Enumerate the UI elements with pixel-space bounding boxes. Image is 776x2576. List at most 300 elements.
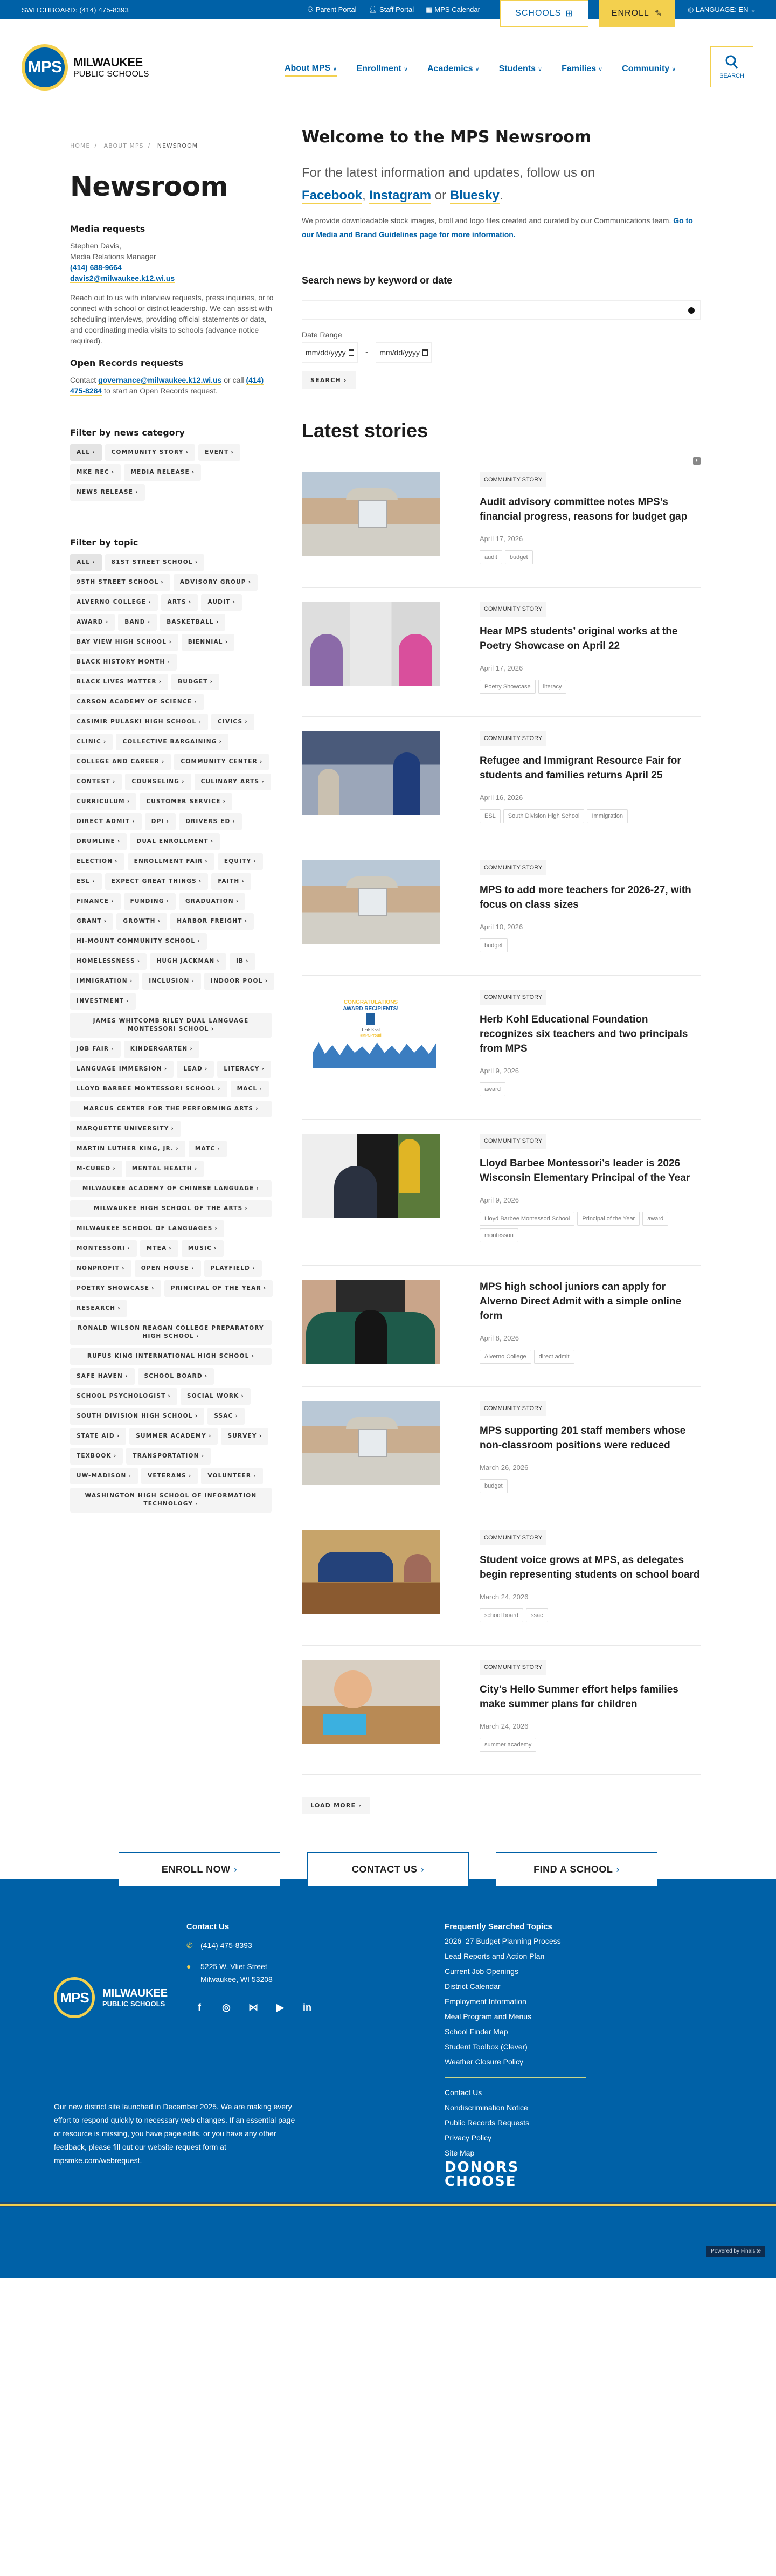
story-card	[302, 457, 701, 588]
chevron-right-icon: ›	[188, 599, 192, 605]
filter-chip[interactable]: AWARD ›	[70, 614, 115, 631]
donors-choose-logo[interactable]: DONORS CHOOSE	[445, 2159, 519, 2190]
calendar-icon[interactable]	[349, 349, 354, 356]
filter-chip[interactable]: SCHOOL BOARD ›	[138, 1368, 214, 1385]
filter-chip[interactable]: MARCUS CENTER FOR THE PERFORMING ARTS ›	[70, 1101, 272, 1117]
story-title-link[interactable]: Hear MPS students’ original works at the Poetry Showcase on April 22	[480, 626, 678, 652]
category-filter-heading: Filter by news category	[70, 427, 185, 438]
chevron-right-icon: ›	[198, 878, 202, 885]
story-card	[302, 1646, 701, 1775]
filter-chip[interactable]: BASKETBALL ›	[160, 614, 225, 631]
filter-chip[interactable]: MONTESSORI ›	[70, 1240, 137, 1257]
enroll-now-button[interactable]: ENROLL NOW ›	[119, 1852, 280, 1888]
story-tag[interactable]: summer academy	[480, 1738, 536, 1752]
chevron-right-icon: ›	[259, 758, 263, 765]
filter-chip[interactable]: RUFUS KING INTERNATIONAL HIGH SCHOOL ›	[70, 1348, 272, 1365]
webrequest-link[interactable]: mpsmke.com/webrequest	[54, 2156, 140, 2165]
filter-chip[interactable]: LLOYD BARBEE MONTESSORI SCHOOL ›	[70, 1081, 227, 1097]
filter-chip[interactable]: MACL ›	[231, 1081, 269, 1097]
filter-chip[interactable]: KINDERGARTEN ›	[124, 1041, 199, 1058]
keyword-search-input[interactable]	[302, 300, 701, 320]
story-date: April 17, 2026	[480, 664, 523, 672]
story-tags	[480, 938, 701, 952]
staff-portal-link[interactable]: 👤︎ Staff Portal	[368, 5, 414, 13]
chevron-right-icon: ›	[261, 1066, 265, 1072]
filter-chip[interactable]: ALVERNO COLLEGE ›	[70, 594, 158, 611]
chevron-right-icon: ›	[261, 778, 265, 785]
chevron-down-icon: ∨	[598, 66, 603, 73]
chevron-right-icon: ›	[92, 449, 95, 455]
story-thumbnail[interactable]	[302, 731, 440, 815]
mps-calendar-link[interactable]: ▦ MPS Calendar	[426, 5, 480, 13]
filter-chip[interactable]: LEAD ›	[177, 1061, 214, 1078]
media-phone-link[interactable]: (414) 688-9664	[70, 263, 122, 272]
filter-chip[interactable]: SSAC ›	[207, 1408, 245, 1425]
chevron-right-icon: ›	[253, 1473, 257, 1479]
filter-chip[interactable]: MATC ›	[189, 1141, 227, 1157]
filter-chip[interactable]: BAY VIEW HIGH SCHOOL ›	[70, 634, 178, 651]
chevron-right-icon: ›	[253, 858, 257, 865]
filter-chip[interactable]: SOCIAL WORK ›	[181, 1388, 251, 1405]
linkedin-icon[interactable]: in	[303, 2002, 311, 2013]
chevron-right-icon: ›	[105, 619, 109, 625]
story-tag[interactable]: literacy	[538, 680, 567, 694]
instagram-icon[interactable]: ◎	[222, 2002, 231, 2013]
story-tag[interactable]: direct admit	[534, 1350, 574, 1364]
chevron-right-icon: ›	[151, 1285, 155, 1292]
filter-chip[interactable]: MUSIC ›	[182, 1240, 224, 1257]
filter-chip[interactable]: INVESTMENT ›	[70, 993, 136, 1010]
media-email-link[interactable]: davis2@milwaukee.k12.wi.us	[70, 274, 175, 282]
nav-community[interactable]: Community ∨	[622, 64, 676, 73]
category-badge: COMMUNITY STORY	[480, 1134, 546, 1149]
topic-filter-heading: Filter by topic	[70, 537, 138, 548]
schools-button[interactable]: SCHOOLS ⊞	[500, 0, 588, 27]
story-date: March 24, 2026	[480, 1593, 529, 1601]
chevron-right-icon: ›	[195, 1501, 198, 1507]
rss-feed-icon[interactable]: ◗	[693, 457, 701, 465]
filter-chip[interactable]: WASHINGTON HIGH SCHOOL OF INFORMATION TECHNOLOGY ›	[70, 1488, 272, 1513]
story-tag[interactable]: audit	[480, 550, 502, 564]
nav-enrollment[interactable]: Enrollment ∨	[356, 64, 408, 73]
chevron-right-icon: ›	[158, 679, 162, 685]
filter-chip[interactable]: SAFE HAVEN ›	[70, 1368, 135, 1385]
breadcrumb-about-mps[interactable]: ABOUT MPS	[103, 142, 144, 149]
facebook-icon[interactable]: f	[198, 2002, 201, 2013]
filter-chip[interactable]: HI-MOUNT COMMUNITY SCHOOL ›	[70, 933, 207, 950]
chevron-right-icon: ›	[265, 978, 268, 984]
filter-chip[interactable]: RESEARCH ›	[70, 1300, 127, 1317]
filter-chip[interactable]: PLAYFIELD ›	[204, 1260, 262, 1277]
chevron-right-icon: ›	[208, 1433, 212, 1439]
story-tag[interactable]: budget	[505, 550, 533, 564]
story-thumbnail[interactable]	[302, 1280, 440, 1364]
chevron-right-icon: ›	[219, 738, 223, 745]
instagram-link[interactable]: Instagram	[369, 188, 432, 203]
category-badge: COMMUNITY STORY	[480, 602, 546, 617]
filter-chip[interactable]: AUDIT ›	[201, 594, 242, 611]
filter-chip[interactable]: 81ST STREET SCHOOL ›	[105, 554, 205, 571]
filter-chip[interactable]: EVENT ›	[198, 444, 240, 461]
contact-us-button[interactable]: CONTACT US ›	[307, 1852, 469, 1888]
chevron-right-icon: ›	[182, 778, 185, 785]
nav-families[interactable]: Families ∨	[562, 64, 603, 73]
story-tag[interactable]: Poetry Showcase	[480, 680, 536, 694]
story-thumbnail[interactable]	[302, 472, 440, 556]
footer-logo[interactable]: MPS MILWAUKEE PUBLIC SCHOOLS	[54, 1977, 168, 2018]
chevron-right-icon: ›	[251, 1353, 255, 1359]
chevron-right-icon: ›	[201, 1453, 205, 1459]
date-to-input[interactable]: mm/dd/yyyy	[376, 342, 432, 363]
filter-chip[interactable]: CULINARY ARTS ›	[195, 774, 271, 790]
filter-chip[interactable]: COUNSELING ›	[125, 774, 191, 790]
filter-chip[interactable]: BIENNIAL ›	[182, 634, 235, 651]
logo-mark: MPS	[22, 44, 68, 91]
story-thumbnail[interactable]	[302, 602, 440, 686]
story-title-link[interactable]: Student voice grows at MPS, as delegates begin representing students on school board	[480, 1555, 700, 1580]
language-selector[interactable]: ◍ LANGUAGE: EN ⌄	[688, 5, 757, 13]
nav-students[interactable]: Students ∨	[498, 64, 543, 73]
footer-secondary-link[interactable]: Public Records Requests	[445, 2118, 530, 2127]
filter-chip[interactable]: NEWS RELEASE ›	[70, 484, 145, 501]
story-tag[interactable]: Principal of the Year	[577, 1212, 640, 1226]
chevron-right-icon: ›	[211, 1026, 214, 1032]
filter-chip[interactable]: GRADUATION ›	[179, 893, 245, 910]
filter-chip[interactable]: CUSTOMER SERVICE ›	[140, 793, 232, 810]
chevron-right-icon: ›	[198, 719, 202, 725]
chevron-right-icon: ›	[147, 619, 151, 625]
story-date: April 17, 2026	[480, 535, 523, 543]
filter-chip[interactable]: DPI ›	[145, 813, 176, 830]
news-search	[302, 275, 701, 389]
chevron-right-icon: ›	[205, 858, 208, 865]
story-thumbnail[interactable]	[302, 860, 440, 944]
filter-chip[interactable]: ADVISORY GROUP ›	[174, 574, 258, 591]
filter-chip[interactable]: DRIVERS ED ›	[179, 813, 242, 830]
filter-chip[interactable]: CASIMIR PULASKI HIGH SCHOOL ›	[70, 714, 208, 730]
filter-chip[interactable]: DRUMLINE ›	[70, 833, 127, 850]
filter-chip[interactable]: FAITH ›	[211, 873, 251, 890]
filter-chip[interactable]: ESL ›	[70, 873, 102, 890]
breadcrumb-home[interactable]: HOME	[70, 142, 91, 149]
filter-chip[interactable]: GROWTH ›	[116, 913, 167, 930]
footer-topic-link[interactable]: 2026–27 Budget Planning Process	[445, 1937, 561, 1945]
parent-portal-link[interactable]: ⚇ Parent Portal	[307, 5, 357, 13]
chevron-right-icon: ›	[103, 738, 107, 745]
chevron-right-icon: ›	[111, 898, 114, 904]
filter-chip[interactable]: CURRICULUM ›	[70, 793, 136, 810]
story-card	[302, 1266, 701, 1387]
filter-chip[interactable]: EXPECT GREAT THINGS ›	[105, 873, 209, 890]
footer-topic-link[interactable]: District Calendar	[445, 1982, 501, 1991]
footer-secondary-link[interactable]: Site Map	[445, 2149, 475, 2157]
chevron-right-icon: ›	[116, 1433, 120, 1439]
filter-chip[interactable]: FINANCE ›	[70, 893, 121, 910]
chevron-right-icon: ›	[111, 469, 115, 475]
footer-secondary-link[interactable]: Privacy Policy	[445, 2133, 492, 2142]
date-range-label: Date Range	[302, 330, 342, 339]
filter-chip[interactable]: JAMES WHITCOMB RILEY DUAL LANGUAGE MONTESSORI SCHOOL ›	[70, 1013, 272, 1038]
story-date: April 9, 2026	[480, 1196, 519, 1204]
story-tag[interactable]: award	[480, 1082, 505, 1096]
chevron-right-icon: ›	[204, 1066, 208, 1072]
filter-chip[interactable]: HUGH JACKMAN ›	[150, 953, 226, 970]
story-date: April 16, 2026	[480, 793, 523, 802]
latest-stories	[302, 419, 701, 1814]
facebook-link[interactable]: Facebook	[302, 188, 363, 203]
chevron-right-icon: ›	[167, 659, 170, 665]
filter-chip[interactable]: ELECTION ›	[70, 853, 124, 870]
chevron-right-icon: ›	[166, 818, 170, 825]
filter-chip[interactable]: 95TH STREET SCHOOL ›	[70, 574, 170, 591]
story-tags	[480, 1738, 701, 1752]
filter-chip[interactable]: MARQUETTE UNIVERSITY ›	[70, 1121, 181, 1137]
chevron-right-icon: ›	[92, 878, 95, 885]
filter-chip[interactable]: PRINCIPAL OF THE YEAR ›	[164, 1280, 273, 1297]
filter-chip[interactable]: TEXBOOK ›	[70, 1448, 123, 1465]
filter-chip[interactable]: MEDIA RELEASE ›	[124, 464, 201, 481]
filter-chip[interactable]: BUDGET ›	[171, 674, 219, 690]
filter-chip[interactable]: IB ›	[230, 953, 255, 970]
filter-chip[interactable]: COMMUNITY CENTER ›	[174, 754, 269, 770]
story-tag[interactable]: ESL	[480, 809, 501, 823]
topics-heading: Frequently Searched Topics	[445, 1922, 552, 1931]
story-tag[interactable]: montessori	[480, 1228, 518, 1242]
filter-chip[interactable]: MARTIN LUTHER KING, JR. ›	[70, 1141, 185, 1157]
filter-chip[interactable]: MILWAUKEE SCHOOL OF LANGUAGES ›	[70, 1220, 224, 1237]
story-date: March 24, 2026	[480, 1722, 529, 1730]
chevron-right-icon: ›	[218, 1086, 221, 1092]
filter-chip[interactable]: OPEN HOUSE ›	[135, 1260, 201, 1277]
filter-chip[interactable]: MTEA ›	[140, 1240, 178, 1257]
footer-secondary-link[interactable]: Contact Us	[445, 2088, 482, 2097]
open-records-phone-link[interactable]: (414) 475-8284	[70, 376, 264, 395]
filter-chip[interactable]: MILWAUKEE ACADEMY OF CHINESE LANGUAGE ›	[70, 1180, 272, 1197]
filter-chip[interactable]: POETRY SHOWCASE ›	[70, 1280, 161, 1297]
filter-chip[interactable]: LANGUAGE IMMERSION ›	[70, 1061, 174, 1078]
story-tag[interactable]: budget	[480, 938, 508, 952]
filter-chip[interactable]: IMMIGRATION ›	[70, 973, 139, 990]
search-icon	[725, 54, 739, 70]
bluesky-link[interactable]: Bluesky	[449, 188, 500, 203]
find-a-school-button[interactable]: FIND A SCHOOL ›	[496, 1852, 657, 1888]
chevron-right-icon: ›	[241, 878, 245, 885]
story-title-link[interactable]: Refugee and Immigrant Resource Fair for students and families returns April 25	[480, 755, 681, 781]
chevron-right-icon: ›	[112, 778, 116, 785]
chevron-right-icon: ›	[204, 1373, 208, 1379]
nav-about-mps[interactable]: About MPS ∨	[285, 64, 337, 77]
chevron-right-icon: ›	[232, 818, 235, 825]
footer-secondary-link[interactable]: Nondiscrimination Notice	[445, 2103, 528, 2112]
filter-chip[interactable]: FUNDING ›	[124, 893, 176, 910]
filter-chip[interactable]: CIVICS ›	[211, 714, 254, 730]
chevron-right-icon: ›	[111, 1046, 114, 1052]
footer-phone-link[interactable]: (414) 475-8393	[200, 1939, 252, 1952]
story-tag[interactable]: Immigration	[587, 809, 627, 823]
sidebar	[70, 224, 275, 1814]
story-thumbnail[interactable]: CONGRATULATIONS AWARD RECIPIENTS! Herb Kohl #MPSProud	[302, 990, 440, 1074]
filter-chip[interactable]: UW-MADISON ›	[70, 1468, 138, 1484]
footer-topic-link[interactable]: Meal Program and Menus	[445, 2012, 532, 2021]
brand-guidelines-link[interactable]: Go to our Media and Brand Guidelines page for more information.	[302, 216, 693, 239]
story-tag[interactable]: Alverno College	[480, 1350, 531, 1364]
filter-chip[interactable]: VETERANS ›	[141, 1468, 198, 1484]
story-title-link[interactable]: MPS high school juniors can apply for Alverno Direct Admit with a simple online form	[480, 1281, 682, 1322]
chevron-right-icon: ›	[168, 1393, 171, 1399]
bluesky-icon[interactable]: ⋈	[248, 2002, 258, 2013]
story-title-link[interactable]: Audit advisory committee notes MPS’s financial progress, reasons for budget gap	[480, 496, 688, 522]
filter-chip[interactable]: RONALD WILSON REAGAN COLLEGE PREPARATORY HIGH SCHOOL ›	[70, 1320, 272, 1345]
story-title-link[interactable]: Herb Kohl Educational Foundation recognizes six teachers and two principals from MPS	[480, 1014, 688, 1054]
filter-chip[interactable]: MKE REC ›	[70, 464, 121, 481]
chevron-right-icon: ›	[191, 978, 195, 984]
filter-chip[interactable]: BAND ›	[118, 614, 157, 631]
filter-chip[interactable]: COLLEGE AND CAREER ›	[70, 754, 171, 770]
footer-divider	[445, 2077, 586, 2078]
chevron-right-icon: ›	[235, 898, 239, 904]
chevron-right-icon: ›	[223, 798, 226, 805]
filter-chip[interactable]: GRANT ›	[70, 913, 113, 930]
page-title: Newsroom	[70, 171, 228, 202]
story-tag[interactable]: award	[642, 1212, 668, 1226]
filter-chip[interactable]: SUMMER ACADEMY ›	[129, 1428, 218, 1445]
filter-chip[interactable]: LITERACY ›	[217, 1061, 271, 1078]
filter-chip[interactable]: SOUTH DIVISION HIGH SCHOOL ›	[70, 1408, 204, 1425]
search-button[interactable]: SEARCH	[710, 46, 753, 87]
filter-chip[interactable]: ARTS ›	[161, 594, 198, 611]
filter-chip[interactable]: HARBOR FREIGHT ›	[170, 913, 254, 930]
filter-chip[interactable]: BLACK HISTORY MONTH ›	[70, 654, 177, 671]
chevron-right-icon: ›	[190, 1046, 193, 1052]
story-tags	[480, 1082, 701, 1096]
enroll-button[interactable]: ENROLL ✎	[599, 0, 675, 27]
story-card	[302, 588, 701, 717]
filter-chip[interactable]: VOLUNTEER ›	[201, 1468, 262, 1484]
utility-bar	[0, 0, 776, 19]
story-title-link[interactable]: City’s Hello Summer effort helps families make summer plans for children	[480, 1684, 678, 1710]
search-submit-button[interactable]: SEARCH ›	[302, 371, 356, 389]
story-thumbnail[interactable]	[302, 1134, 440, 1218]
filter-chip[interactable]: COLLECTIVE BARGAINING ›	[116, 734, 228, 750]
chevron-right-icon: ›	[128, 1473, 131, 1479]
story-card	[302, 1387, 701, 1516]
story-card	[302, 976, 701, 1120]
clear-icon[interactable]	[688, 307, 695, 314]
filter-chip[interactable]: STATE AID ›	[70, 1428, 126, 1445]
footer-topic-link[interactable]: Weather Closure Policy	[445, 2057, 524, 2066]
chevron-right-icon: ›	[225, 639, 228, 645]
social-links	[194, 2002, 313, 2013]
footer-cta	[0, 1852, 776, 1901]
story-list	[302, 457, 701, 1775]
filter-chip[interactable]: TRANSPORTATION ›	[126, 1448, 211, 1465]
filter-chip[interactable]: DIRECT ADMIT ›	[70, 813, 142, 830]
story-tag[interactable]: ssac	[526, 1608, 548, 1622]
topic-chips	[70, 554, 275, 1513]
filter-chip[interactable]: M-CUBED ›	[70, 1161, 122, 1177]
story-date: March 26, 2026	[480, 1463, 529, 1472]
switchboard-phone[interactable]: SWITCHBOARD: (414) 475-8393	[22, 6, 129, 14]
chevron-right-icon: ›	[126, 998, 129, 1004]
chevron-right-icon: ›	[127, 1245, 130, 1252]
governance-email-link[interactable]: governance@milwaukee.k12.wi.us	[98, 376, 222, 384]
filter-chip[interactable]: INDOOR POOL ›	[204, 973, 274, 990]
story-tag[interactable]: school board	[480, 1608, 523, 1622]
chevron-right-icon: ›	[115, 858, 118, 865]
nav-academics[interactable]: Academics ∨	[427, 64, 480, 73]
filter-chip[interactable]: CONTEST ›	[70, 774, 122, 790]
load-more-button[interactable]: LOAD MORE ›	[302, 1797, 370, 1814]
filter-chip[interactable]: ALL ›	[70, 444, 102, 461]
footer-topic-link[interactable]: Student Toolbox (Clever)	[445, 2042, 528, 2051]
filter-chip[interactable]: NONPROFIT ›	[70, 1260, 131, 1277]
footer-topic-link[interactable]: Employment Information	[445, 1997, 526, 2006]
youtube-icon[interactable]: ▶	[276, 2002, 284, 2013]
chevron-right-icon: ›	[161, 579, 164, 585]
filter-chip[interactable]: HOMELESSNESS ›	[70, 953, 147, 970]
calendar-icon[interactable]	[422, 349, 428, 356]
filter-chip[interactable]: ALL ›	[70, 554, 102, 571]
filter-chip[interactable]: CARSON ACADEMY OF SCIENCE ›	[70, 694, 204, 710]
story-tag[interactable]: South Division High School	[503, 809, 585, 823]
filter-chip[interactable]: INCLUSION ›	[142, 973, 201, 990]
media-description: Reach out to us with interview requests, press inquiries, or to connect with school or district leadership. We can assist with scheduling interviews, providing official statements or data, and coordinating media visits to schools (advance notice required).	[70, 293, 274, 345]
story-tag[interactable]: budget	[480, 1479, 508, 1493]
filter-chip[interactable]: DUAL ENROLLMENT ›	[130, 833, 220, 850]
filter-chip[interactable]: BLACK LIVES MATTER ›	[70, 674, 168, 690]
story-date: April 9, 2026	[480, 1067, 519, 1075]
story-thumbnail[interactable]	[302, 1530, 440, 1614]
category-badge: COMMUNITY STORY	[480, 1401, 546, 1416]
chevron-right-icon: ›	[161, 758, 165, 765]
site-logo[interactable]	[22, 44, 149, 91]
chevron-right-icon: ›	[127, 798, 130, 805]
footer-topic-link[interactable]: Current Job Openings	[445, 1967, 518, 1976]
chevron-right-icon: ›	[195, 559, 198, 565]
contact-name: Stephen Davis,	[70, 241, 121, 250]
media-requests-heading: Media requests	[70, 224, 146, 234]
story-thumbnail[interactable]	[302, 1660, 440, 1744]
chevron-right-icon: ›	[132, 818, 135, 825]
story-title-link[interactable]: MPS to add more teachers for 2026-27, with focus on class sizes	[480, 885, 691, 910]
filter-chip[interactable]: COMMUNITY STORY ›	[105, 444, 195, 461]
filter-chip[interactable]: JOB FAIR ›	[70, 1041, 121, 1058]
filter-chip[interactable]: CLINIC ›	[70, 734, 113, 750]
contact-role: Media Relations Manager	[70, 252, 156, 261]
page-content	[0, 100, 776, 1814]
footer-topic-link[interactable]: Lead Reports and Action Plan	[445, 1952, 545, 1960]
filter-chip[interactable]: SCHOOL PSYCHOLOGIST ›	[70, 1388, 177, 1405]
topic-filter	[70, 537, 275, 1513]
filter-chip[interactable]: ENROLLMENT FAIR ›	[128, 853, 214, 870]
powered-by-badge[interactable]: Powered by Finalsite	[706, 2246, 765, 2257]
chevron-right-icon: ›	[245, 1205, 248, 1212]
story-tag[interactable]: Lloyd Barbee Montessori School	[480, 1212, 574, 1226]
footer-topic-link[interactable]: School Finder Map	[445, 2027, 508, 2036]
story-thumbnail[interactable]	[302, 1401, 440, 1485]
chevron-right-icon: ›	[188, 1473, 192, 1479]
filter-chip[interactable]: MENTAL HEALTH ›	[126, 1161, 204, 1177]
map-icon: ⊞	[565, 9, 573, 18]
filter-chip[interactable]: MILWAUKEE HIGH SCHOOL OF THE ARTS ›	[70, 1200, 272, 1217]
filter-chip[interactable]: EQUITY ›	[218, 853, 263, 870]
latest-heading: Latest stories	[302, 419, 428, 441]
story-title-link[interactable]: MPS supporting 201 staff members whose non-classroom positions were reduced	[480, 1425, 686, 1451]
chevron-down-icon: ∨	[475, 66, 480, 73]
filter-chip[interactable]: SURVEY ›	[221, 1428, 268, 1445]
story-title-link[interactable]: Lloyd Barbee Montessori’s leader is 2026 Wisconsin Elementary Principal of the Year	[480, 1158, 690, 1184]
date-from-input[interactable]: mm/dd/yyyy	[302, 342, 358, 363]
